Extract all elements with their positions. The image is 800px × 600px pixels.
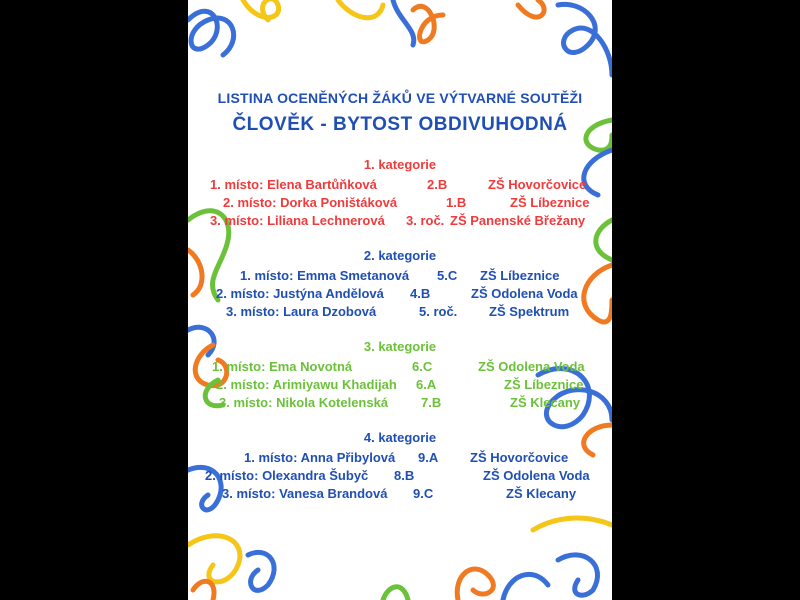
title-line-2: ČLOVĚK - BYTOST OBDIVUHODNÁ [232,114,568,135]
class-label: 8.B [394,468,415,483]
list-item [188,359,612,377]
list-item [188,304,612,322]
school-name: ZŠ Líbeznice [504,377,584,392]
school-name: ZŠ Odolena Voda [471,286,578,301]
class-label: 7.B [421,395,442,410]
list-item [188,486,612,504]
school-name: ZŠ Klecany [510,395,581,410]
category-heading: 2. kategorie [363,248,437,263]
list-item [188,177,612,195]
list-item [188,377,612,395]
place-name: 2. místo: Dorka Poništáková [223,195,398,210]
place-name: 1. místo: Emma Smetanová [240,268,410,283]
class-label: 6.C [412,359,433,374]
list-item [188,268,612,286]
class-label: 5.C [437,268,458,283]
class-label: 3. roč. [406,213,445,228]
poster-page [188,0,612,600]
list-item [188,286,612,304]
school-name: ZŠ Spektrum [489,304,570,319]
list-item [188,213,612,231]
place-name: 1. místo: Anna Přibylová [244,450,396,465]
class-label: 9.C [413,486,434,501]
category-heading: 3. kategorie [363,339,437,354]
award-list [188,0,612,600]
class-label: 9.A [418,450,439,465]
place-name: 2. místo: Justýna Andělová [216,286,384,301]
list-item [188,468,612,486]
school-name: ZŠ Klecany [506,486,577,501]
place-name: 3. místo: Nikola Kotelenská [219,395,389,410]
school-name: ZŠ Panenské Břežany [450,213,586,228]
place-name: 3. místo: Vanesa Brandová [222,486,388,501]
school-name: ZŠ Odolena Voda [483,468,590,483]
school-name: ZŠ Líbeznice [480,268,560,283]
class-label: 2.B [427,177,448,192]
place-name: 1. místo: Ema Novotná [212,359,353,374]
list-item [188,195,612,213]
school-name: ZŠ Odolena Voda [478,359,585,374]
title-line-1: LISTINA OCENĚNÝCH ŽÁKŮ VE VÝTVARNÉ SOUTĚŽI [217,90,583,106]
class-label: 5. roč. [419,304,458,319]
list-item [188,450,612,468]
place-name: 3. místo: Laura Dzobová [226,304,377,319]
class-label: 6.A [416,377,437,392]
category-heading: 4. kategorie [363,430,437,445]
school-name: ZŠ Hovorčovice [488,177,587,192]
place-name: 3. místo: Liliana Lechnerová [210,213,385,228]
school-name: ZŠ Hovorčovice [470,450,569,465]
school-name: ZŠ Líbeznice [510,195,590,210]
place-name: 2. místo: Arimiyawu Khadijah [216,377,397,392]
list-item [188,395,612,413]
category-heading: 1. kategorie [363,157,437,172]
class-label: 4.B [410,286,431,301]
place-name: 1. místo: Elena Bartůňková [210,177,377,192]
class-label: 1.B [446,195,467,210]
place-name: 2. místo: Olexandra Šubyč [205,468,369,483]
